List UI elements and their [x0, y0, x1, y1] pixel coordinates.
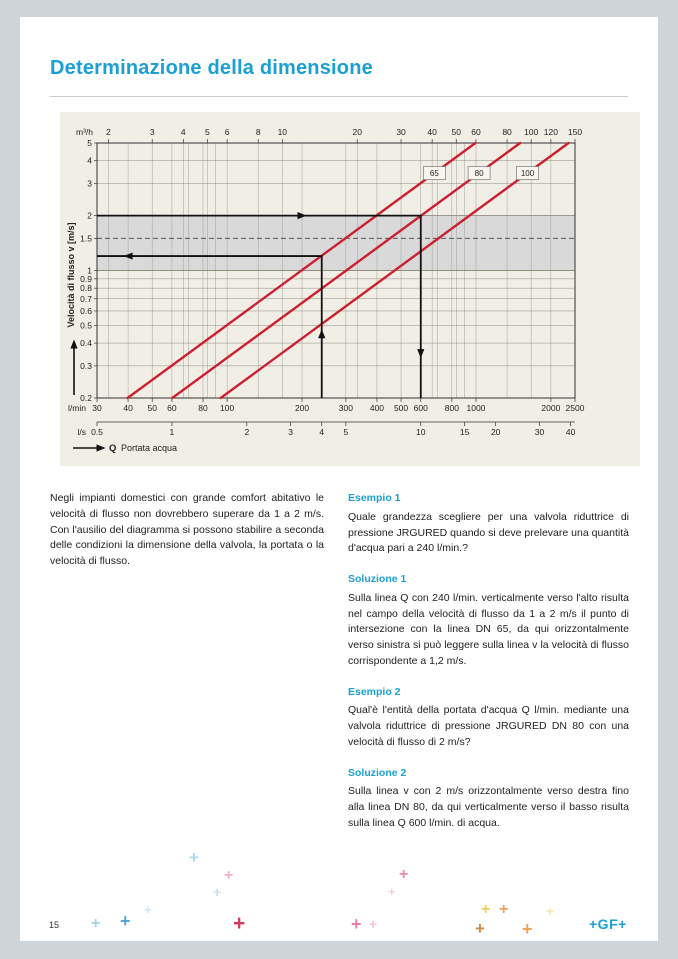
section-soluzione-1 — [348, 572, 629, 670]
ls-axis-tick-label: 1 — [169, 427, 175, 437]
bottom-axis-tick-label: 80 — [198, 403, 208, 413]
sizing-chart-figure — [60, 112, 640, 466]
y-axis-tick-label: 0.7 — [80, 293, 92, 304]
top-axis-tick-label: 150 — [567, 127, 583, 137]
plus-decor-mark: + — [189, 848, 199, 867]
y-axis-tick-label: 5 — [87, 138, 92, 148]
bottom-axis-tick-label: 2000 — [541, 403, 561, 413]
bottom-axis-tick-label: 60 — [167, 403, 177, 413]
bottom-axis-tick-label: 600 — [413, 403, 428, 413]
bottom-axis-tick-label: 500 — [393, 403, 409, 413]
bottom-axis-tick-label: 1000 — [466, 403, 486, 413]
arrowhead-right — [97, 444, 106, 451]
y-axis-label: Velocità di flusso v [m/s] — [66, 222, 76, 328]
q-symbol-label: Q — [109, 443, 117, 454]
plus-decor-mark: + — [499, 901, 509, 918]
plus-decor-mark: + — [369, 916, 378, 932]
section-heading: Esempio 1 — [348, 492, 401, 504]
y-axis-tick-label: 1.5 — [80, 233, 92, 244]
dn-label-100: 100 — [520, 169, 535, 179]
y-axis-tick-label: 0.8 — [80, 283, 92, 294]
ls-axis-tick-label: 20 — [490, 427, 501, 437]
q-text-label: Portata acqua — [121, 443, 178, 453]
plus-decor-mark: + — [399, 866, 409, 883]
bottom-axis-tick-label: 400 — [369, 403, 385, 413]
top-axis-tick-label: 20 — [352, 127, 362, 137]
top-axis-tick-label: 3 — [149, 127, 155, 137]
plus-decor-mark: + — [546, 903, 555, 919]
section-text: Quale grandezza scegliere per una valvola riduttrice di pressione JRGURED quando si deve prelevare una quantità d'acqua pari a 240 l/min.? — [348, 510, 629, 555]
section-heading: Soluzione 2 — [348, 766, 407, 779]
plus-decor-mark: + — [351, 914, 362, 934]
section-esempio-2 — [348, 685, 629, 751]
y-axis-tick-label: 0.6 — [80, 305, 92, 316]
top-axis-tick-label: 80 — [502, 127, 512, 137]
plus-decor-mark: + — [522, 919, 533, 939]
ls-axis-unit: l/s — [77, 427, 86, 437]
title-divider — [50, 96, 628, 97]
top-axis-tick-label: 60 — [471, 127, 481, 137]
page-number: 15 — [49, 920, 60, 930]
plus-decor-mark: + — [213, 884, 222, 900]
bottom-axis-tick-label: 30 — [92, 403, 102, 413]
ls-axis-tick-label: 40 — [565, 427, 576, 437]
y-axis-tick-label: 3 — [87, 178, 92, 189]
y-axis-tick-label: 0.3 — [80, 360, 92, 371]
sizing-chart — [60, 112, 640, 466]
gf-logo: +GF+ — [589, 916, 627, 932]
bottom-axis-tick-label: 800 — [444, 403, 459, 413]
arrowhead-up — [318, 329, 325, 338]
recommended-velocity-band — [97, 216, 575, 271]
top-axis-tick-label: 40 — [427, 127, 437, 137]
top-axis-tick-label: 120 — [543, 127, 558, 137]
plus-decor-mark: + — [91, 915, 101, 932]
ls-axis-tick-label: 5 — [343, 427, 349, 437]
y-axis-tick-label: 0.9 — [80, 273, 92, 284]
arrowhead-up — [70, 340, 77, 349]
dn-label-80: 80 — [474, 169, 484, 179]
ls-axis-tick-label: 15 — [459, 427, 470, 437]
plus-decor-mark: + — [224, 867, 234, 884]
top-axis-unit: m³/h — [76, 127, 93, 137]
bottom-axis-tick-label: 200 — [294, 403, 310, 413]
y-axis-tick-label: 0.2 — [80, 393, 92, 403]
bottom-axis-tick-label: 300 — [338, 403, 353, 413]
intro-column — [50, 491, 324, 570]
ls-axis-tick-label: 4 — [319, 427, 325, 437]
top-axis-tick-label: 50 — [451, 127, 462, 137]
section-text: Sulla linea Q con 240 l/min. verticalmente verso l'alto risulta nel campo della velocità di flusso da 1 a 2 m/s il punto di intersezione con la linea DN 65, da qui orizzontalmente verso sinistra si può leggere sulla linea v la velocità di flusso corrispondente a 1,2 m/s. — [348, 591, 629, 667]
section-text: Qual'è l'entità della portata d'acqua Q l/min. mediante una valvola riduttrice di pressione JRGURED DN 80 con una velocità di flusso di 2 m/s? — [348, 704, 629, 748]
section-text: Sulla linea v con 2 m/s orizzontalmente verso destra fino alla linea DN 80, da qui verticalmente verso il basso risulta sulla linea Q 600 l/min. di acqua. — [348, 785, 629, 829]
arrowhead-down — [417, 349, 424, 358]
section-heading: Soluzione 1 — [348, 573, 407, 585]
top-axis-tick-label: 5 — [205, 127, 210, 137]
ls-axis-tick-label: 30 — [534, 427, 545, 437]
y-axis-tick-label: 2 — [87, 210, 92, 221]
y-axis-tick-label: 4 — [87, 155, 92, 166]
plus-decor-mark: + — [388, 884, 396, 899]
path-esempio-1 — [97, 256, 322, 398]
section-soluzione-2 — [348, 766, 629, 832]
plus-decor-mark: + — [120, 911, 131, 931]
ls-axis-tick-label: 3 — [288, 427, 294, 437]
plus-decor-mark: + — [481, 901, 491, 918]
page-title: Determinazione della dimensione — [50, 57, 373, 79]
top-axis-tick-label: 6 — [224, 127, 230, 137]
y-axis-tick-label: 1 — [87, 265, 92, 276]
plus-decor-mark: + — [475, 919, 485, 938]
bottom-axis-tick-label: 40 — [123, 403, 133, 413]
top-axis-tick-label: 8 — [255, 127, 261, 137]
plus-decor-mark: + — [233, 912, 246, 935]
bottom-axis-tick-label: 100 — [220, 403, 235, 413]
top-axis-tick-label: 30 — [396, 127, 406, 137]
top-axis-tick-label: 2 — [106, 127, 111, 137]
bottom-axis-tick-label: 2500 — [565, 403, 585, 413]
top-axis-tick-label: 10 — [277, 127, 288, 137]
examples-column — [348, 491, 629, 847]
section-heading: Esempio 2 — [348, 685, 401, 698]
section-esempio-1 — [348, 491, 629, 557]
ls-axis-tick-label: 0.5 — [91, 427, 103, 437]
y-axis-tick-label: 0.4 — [80, 338, 92, 349]
intro-paragraph: Negli impianti domestici con grande comfort abitativo le velocità di flusso non dovrebbero superare da 1 a 2 m/s. Con l'ausilio del diagramma si possono stabilire a seconda delle condizioni la dimensione della valvola, la portata o la velocità di flusso. — [50, 492, 324, 567]
bottom-axis-tick-label: 50 — [147, 403, 157, 413]
bottom-axis-unit: l/min — [68, 403, 86, 413]
top-axis-tick-label: 100 — [524, 127, 539, 137]
plus-decor-mark: + — [144, 902, 152, 917]
ls-axis-tick-label: 10 — [416, 427, 426, 437]
dn-label-65: 65 — [429, 169, 439, 179]
y-axis-tick-label: 0.5 — [80, 320, 92, 331]
ls-axis-tick-label: 2 — [244, 427, 250, 437]
top-axis-tick-label: 4 — [180, 127, 186, 137]
